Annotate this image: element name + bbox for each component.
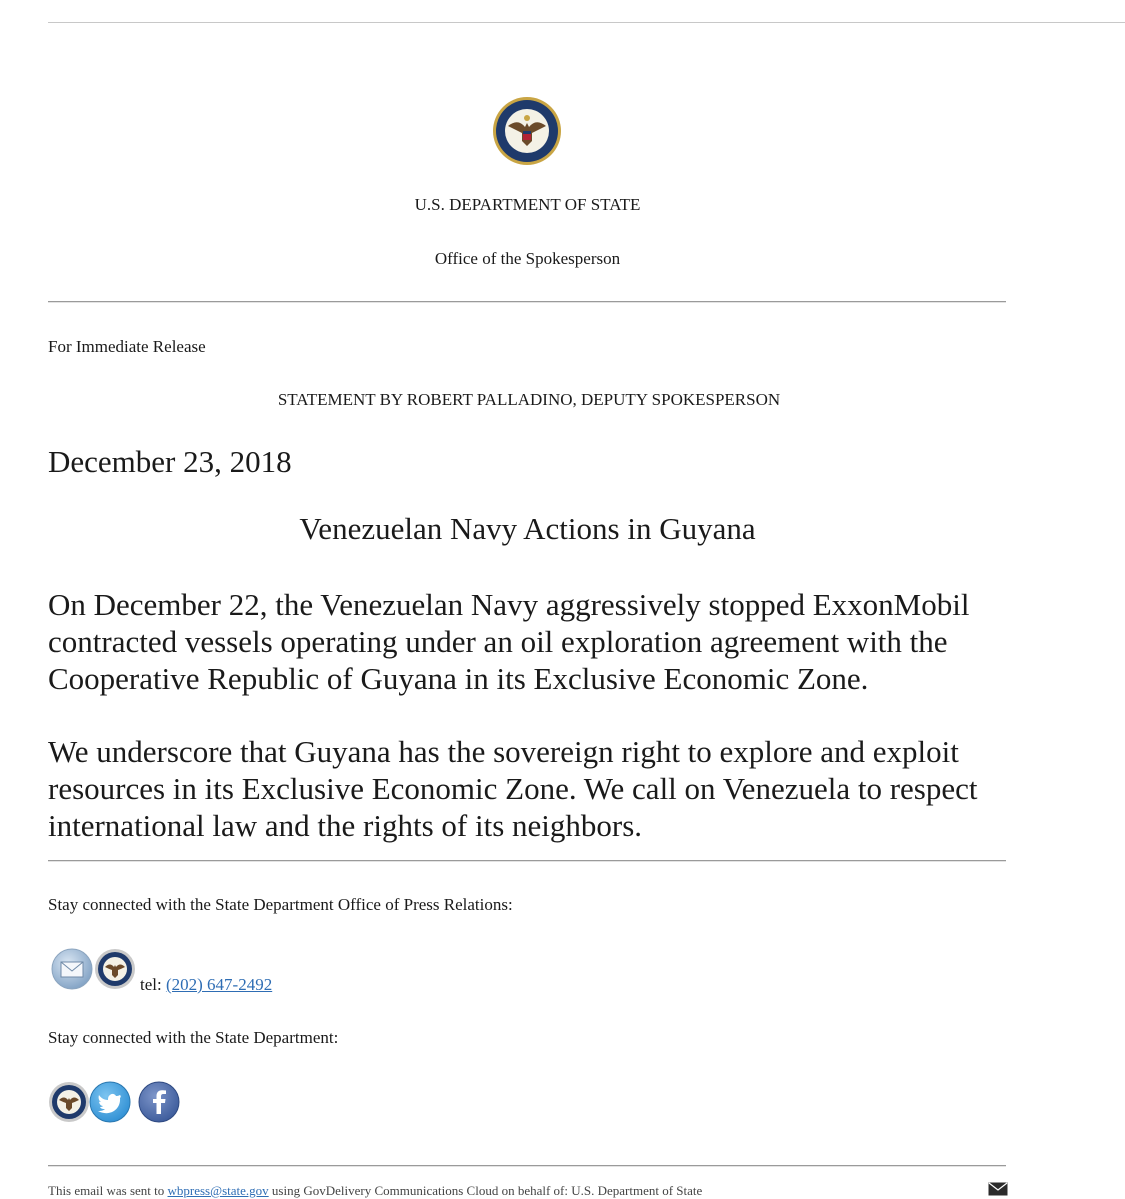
release-date: December 23, 2018 bbox=[48, 444, 292, 479]
press-phone bbox=[140, 975, 272, 995]
footer-email-link[interactable]: wbpress@state.gov bbox=[167, 1183, 269, 1198]
footer-note bbox=[48, 1183, 988, 1199]
footer-suffix: using GovDelivery Communications Cloud on behalf of: U.S. Department of State bbox=[271, 1183, 703, 1198]
phone-link[interactable]: (202) 647-2492 bbox=[165, 975, 273, 994]
twitter-icon[interactable] bbox=[89, 1081, 131, 1123]
department-connect-label: Stay connected with the State Department: bbox=[48, 1028, 339, 1047]
office-name: Office of the Spokesperson bbox=[434, 249, 621, 268]
headline: Venezuelan Navy Actions in Guyana bbox=[299, 511, 756, 546]
department-of-state-seal-icon[interactable] bbox=[94, 948, 136, 990]
body-paragraph-2: We underscore that Guyana has the sovereign right to explore and exploit resources in its Exclusive Economic Zone. We call on Venezuela to respect international law and the rights of its neighbors. bbox=[48, 734, 978, 843]
footer-prefix: This email was sent to bbox=[48, 1183, 165, 1198]
footer-divider bbox=[48, 1165, 1006, 1166]
body-paragraph-1: On December 22, the Venezuelan Navy aggressively stopped ExxonMobil contracted vessels operating under an oil exploration agreement with the Cooperative Republic of Guyana in its Exclusive Economic Zone. bbox=[48, 587, 970, 696]
agency-name: U.S. DEPARTMENT OF STATE bbox=[414, 195, 641, 214]
tel-label: tel: bbox=[140, 975, 162, 994]
email-icon[interactable] bbox=[51, 948, 93, 990]
department-of-state-seal-icon bbox=[492, 96, 562, 166]
header-divider bbox=[48, 301, 1006, 302]
department-of-state-seal-icon[interactable] bbox=[48, 1081, 90, 1123]
top-divider bbox=[48, 22, 1125, 23]
press-relations-label: Stay connected with the State Department Office of Press Relations: bbox=[48, 895, 513, 914]
body-divider bbox=[48, 860, 1006, 861]
release-label: For Immediate Release bbox=[48, 337, 206, 356]
facebook-icon[interactable] bbox=[138, 1081, 180, 1123]
statement-byline: STATEMENT BY ROBERT PALLADINO, DEPUTY SPOKESPERSON bbox=[277, 390, 781, 409]
envelope-icon[interactable] bbox=[988, 1182, 1008, 1196]
